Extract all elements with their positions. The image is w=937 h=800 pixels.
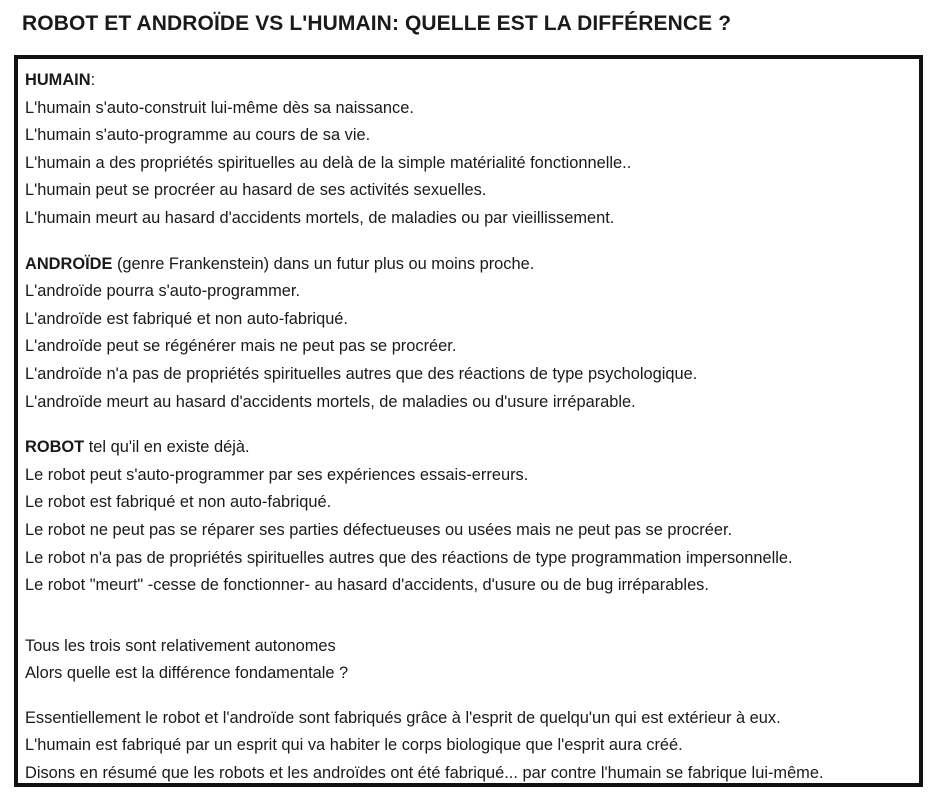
spacer xyxy=(25,233,919,251)
text-line: L'androïde est fabriqué et non auto-fabriqué. xyxy=(25,309,348,328)
text-line: Le robot est fabriqué et non auto-fabriqué. xyxy=(25,493,332,512)
spacer xyxy=(25,416,919,434)
text-line: Le robot n'a pas de propriétés spirituelles autres que des réactions de type programmation impersonnelle. xyxy=(25,548,793,567)
section-question xyxy=(25,633,919,688)
heading-keyword: ROBOT xyxy=(25,438,85,457)
text-line: L'androïde peut se régénérer mais ne peut pas se procréer. xyxy=(25,337,457,356)
text-line: L'humain peut se procréer au hasard de ses activités sexuelles. xyxy=(25,181,487,200)
text-line: L'androïde pourra s'auto-programmer. xyxy=(25,282,301,301)
text-line: Alors quelle est la différence fondamentale ? xyxy=(25,664,349,683)
text-line: L'humain est fabriqué par un esprit qui va habiter le corps biologique que l'esprit aura créé. xyxy=(25,736,683,755)
text-line: L'humain meurt au hasard d'accidents mortels, de maladies ou par vieillissement. xyxy=(25,208,615,227)
cropped-footer-text xyxy=(22,791,102,800)
text-line: L'humain s'auto-construit lui-même dès sa naissance. xyxy=(25,98,414,117)
section-conclusion xyxy=(25,705,919,787)
text-line: L'androïde meurt au hasard d'accidents mortels, de maladies ou d'usure irréparable. xyxy=(25,392,636,411)
section-heading-android xyxy=(25,251,919,279)
heading-rest: tel qu'il en existe déjà. xyxy=(84,438,250,457)
text-line: Essentiellement le robot et l'androïde sont fabriqués grâce à l'esprit de quelqu'un qui est extérieur à eux. xyxy=(25,708,781,727)
section-heading-human xyxy=(25,67,919,95)
section-heading-robot xyxy=(25,434,919,462)
section-human xyxy=(25,67,919,233)
heading-keyword: HUMAIN xyxy=(25,71,91,89)
heading-rest: (genre Frankenstein) dans un futur plus ou moins proche. xyxy=(112,254,535,273)
heading-keyword: ANDROÏDE xyxy=(25,254,113,273)
section-robot xyxy=(25,434,919,600)
comparison-box xyxy=(14,55,923,787)
spacer xyxy=(25,688,919,705)
text-line: Disons en résumé que les robots et les androïdes ont été fabriqué... par contre l'humain se fabrique lui-même. xyxy=(25,764,824,783)
text-line: L'humain a des propriétés spirituelles au delà de la simple matérialité fonctionnelle.. xyxy=(25,153,632,172)
text-line: Le robot ne peut pas se réparer ses parties défectueuses ou usées mais ne peut pas se procréer. xyxy=(25,520,733,539)
text-line: L'humain s'auto-programme au cours de sa vie. xyxy=(25,126,371,145)
text-line: Tous les trois sont relativement autonomes xyxy=(25,636,336,655)
text-line: Le robot "meurt" -cesse de fonctionner- au hasard d'accidents, d'usure ou de bug irréparables. xyxy=(25,576,709,595)
spacer xyxy=(25,600,919,633)
section-android xyxy=(25,251,919,417)
heading-rest: : xyxy=(90,71,96,89)
text-line: Le robot peut s'auto-programmer par ses expériences essais-erreurs. xyxy=(25,465,529,484)
text-line: L'androïde n'a pas de propriétés spirituelles autres que des réactions de type psychologique. xyxy=(25,364,698,383)
page-title: ROBOT ET ANDROÏDE VS L'HUMAIN: QUELLE EST LA DIFFÉRENCE ? xyxy=(22,12,732,35)
